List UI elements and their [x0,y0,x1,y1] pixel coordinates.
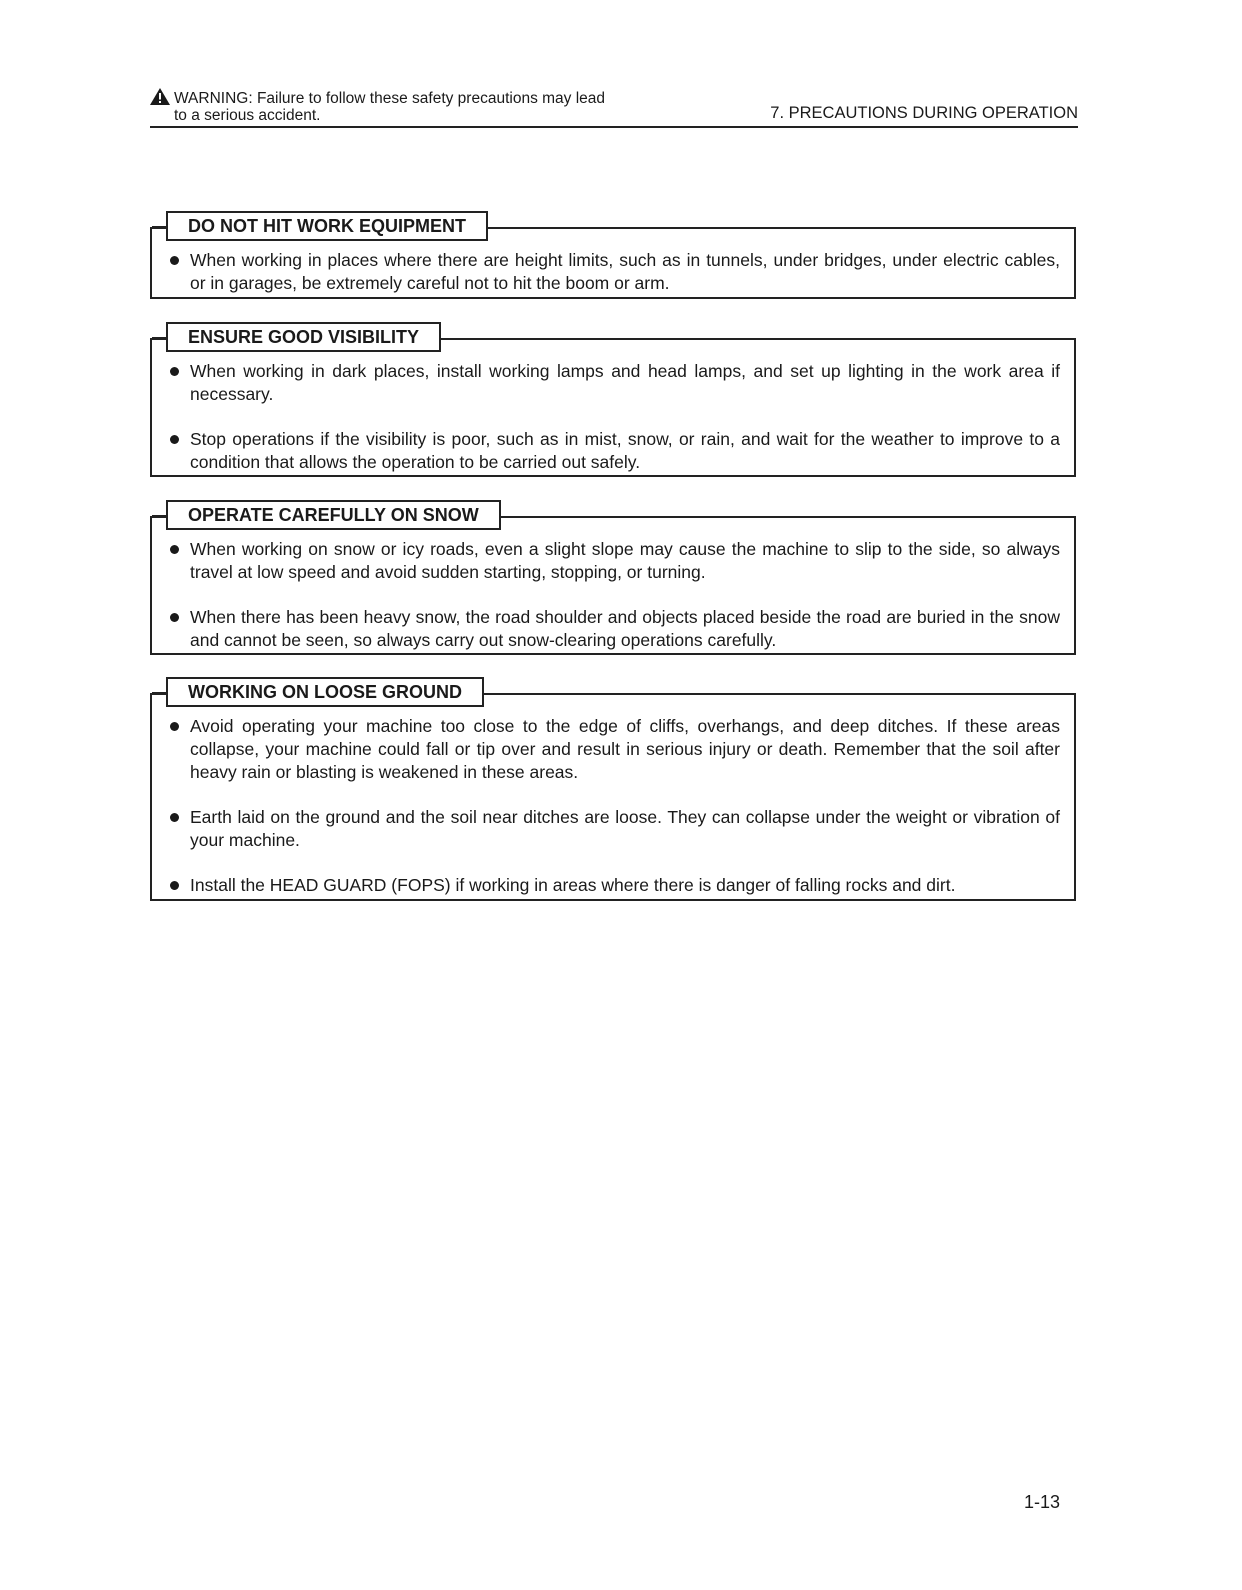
list-item [166,538,1060,584]
section-title-box: WORKING ON LOOSE GROUND [166,677,484,707]
bullet-icon [166,874,190,897]
section-title: 7. PRECAUTIONS DURING OPERATION [770,104,1078,122]
section-title-box: ENSURE GOOD VISIBILITY [166,322,441,352]
list-item-text: Install the HEAD GUARD (FOPS) if working in areas where there is danger of falling rocks and dirt. [190,875,956,895]
section-title-box: DO NOT HIT WORK EQUIPMENT [166,211,488,241]
bullet-icon [166,806,190,852]
page-header [150,86,1078,128]
bullet-icon [166,428,190,474]
warning-text-line1: WARNING: Failure to follow these safety precautions may lead [174,90,606,107]
bullet-icon [166,715,190,784]
list-item [166,874,1060,897]
section-ensure-good-visibility [150,327,1076,477]
section-title-box: OPERATE CAREFULLY ON SNOW [166,500,501,530]
warning-notice [150,88,605,108]
section-operate-carefully-on-snow [150,505,1076,655]
list-item [166,428,1060,474]
list-item-text: When working on snow or icy roads, even a slight slope may cause the machine to slip to the side, so always travel at low speed and avoid sudden starting, stopping, or turning. [190,539,1060,582]
warning-triangle-icon [150,88,170,105]
section-do-not-hit-work-equipment [150,216,1076,299]
list-item [166,806,1060,852]
bullet-icon [166,606,190,652]
list-item [166,360,1060,406]
list-item [166,249,1060,295]
list-item-text: When there has been heavy snow, the road shoulder and objects placed beside the road are buried in the snow and cannot be seen, so always carry out snow-clearing operations carefully. [190,607,1060,650]
list-item [166,606,1060,652]
warning-text-line2: to a serious accident. [174,107,321,124]
list-item-text: Earth laid on the ground and the soil near ditches are loose. They can collapse under the weight or vibration of your machine. [190,807,1060,850]
section-working-on-loose-ground [150,682,1076,901]
list-item-text: When working in places where there are height limits, such as in tunnels, under bridges, under electric cables, or in garages, be extremely careful not to hit the boom or arm. [190,250,1060,293]
bullet-icon [166,360,190,406]
list-item-text: Stop operations if the visibility is poor, such as in mist, snow, or rain, and wait for the weather to improve to a condition that allows the operation to be carried out safely. [190,429,1060,472]
bullet-icon [166,249,190,295]
page-number: 1-13 [1023,1492,1060,1512]
list-item-text: Avoid operating your machine too close to the edge of cliffs, overhangs, and deep ditches. If these areas collapse, your machine could fall or tip over and result in serious injury or death. Remember that the soil after heavy rain or blasting is weakened in these areas. [190,716,1060,782]
bullet-icon [166,538,190,584]
list-item [166,715,1060,784]
list-item-text: When working in dark places, install working lamps and head lamps, and set up lighting in the work area if necessary. [190,361,1060,404]
